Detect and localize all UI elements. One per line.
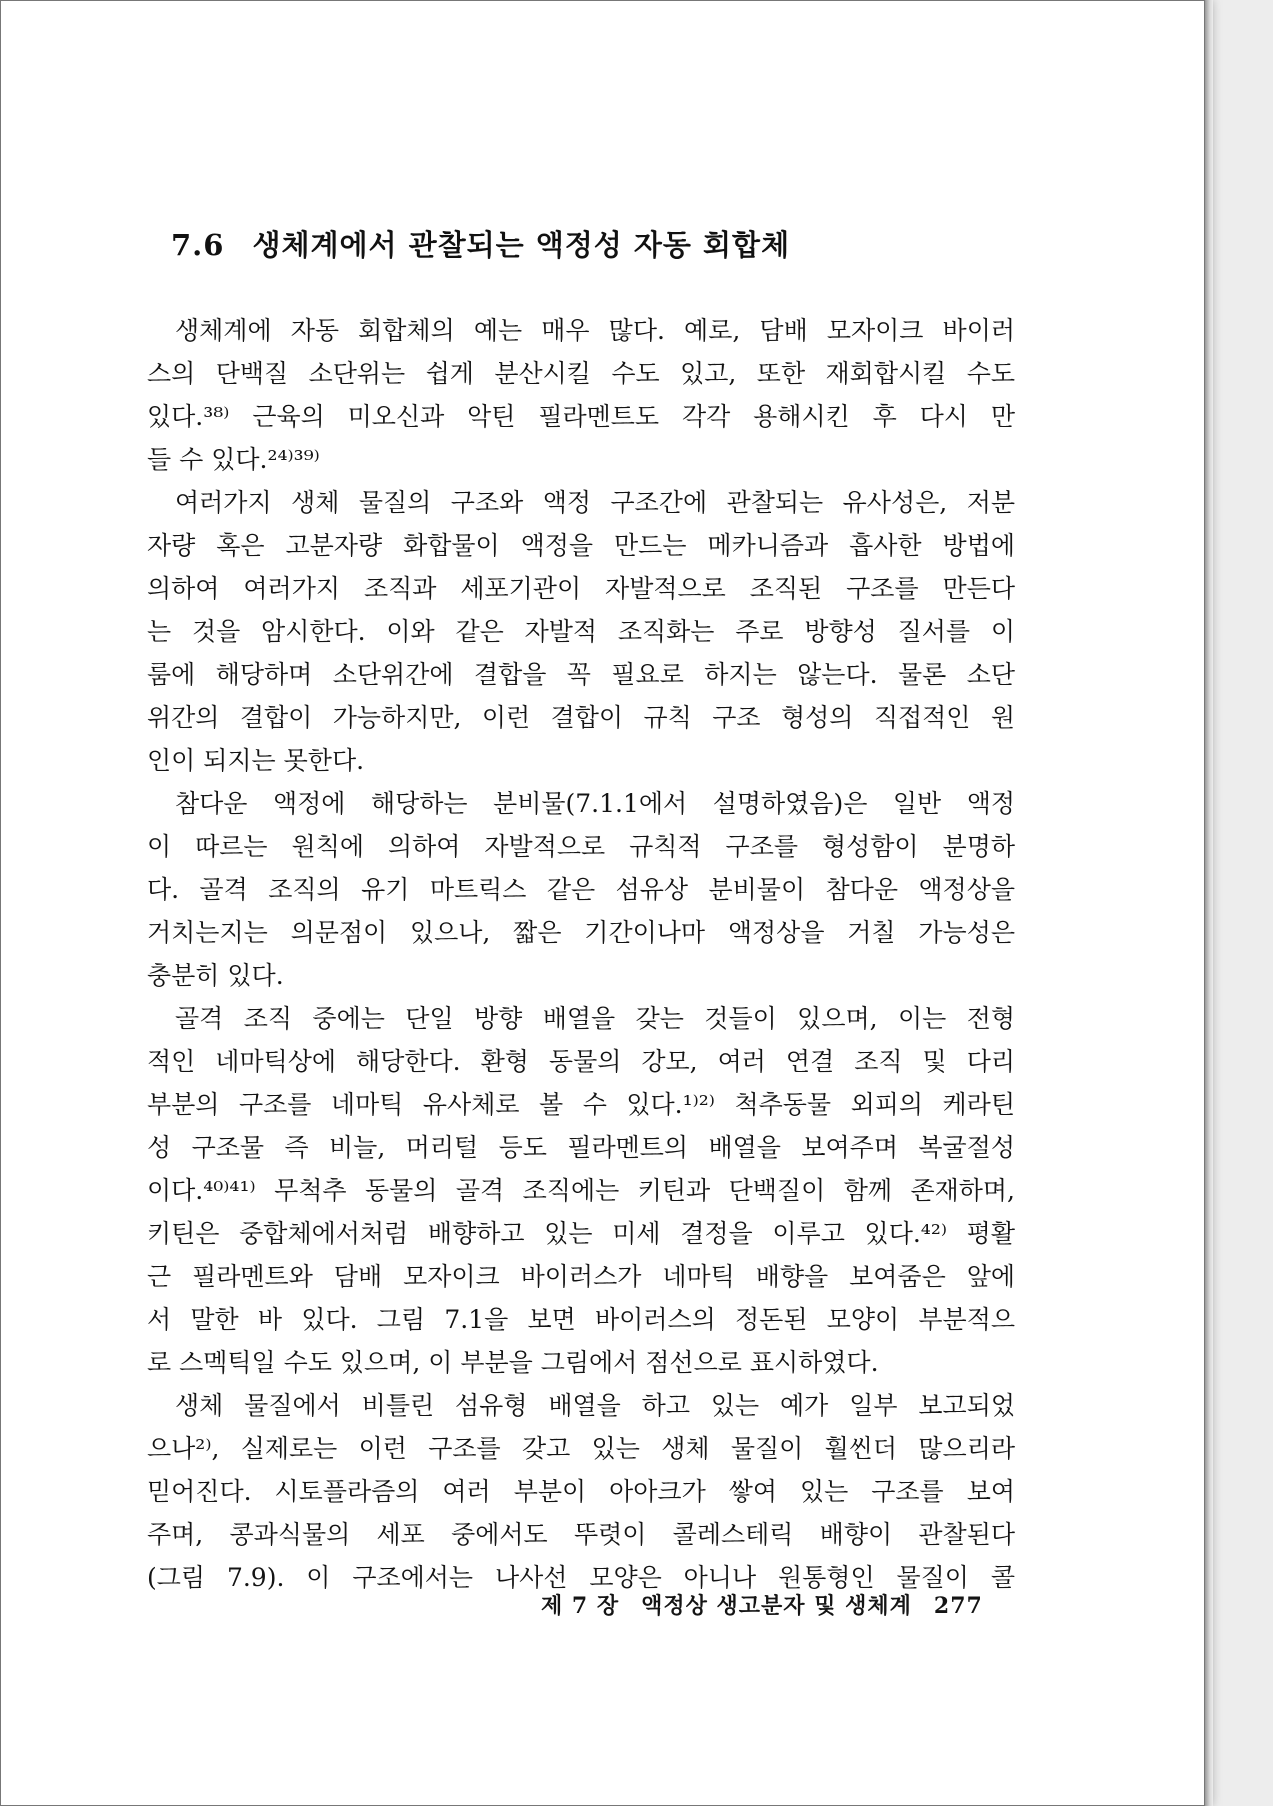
text-line: 있다.³⁸⁾ 근육의 미오신과 악틴 필라멘트도 각각 용해시킨 후 다시 만 [147, 402, 1015, 431]
section-heading [171, 223, 790, 264]
section-number: 7.6 [171, 228, 225, 262]
text-line: 서 말한 바 있다. 그림 7.1을 보면 바이러스의 정돈된 모양이 부분적으 [147, 1305, 1015, 1334]
text-line: 근 필라멘트와 담배 모자이크 바이러스가 네마틱 배향을 보여줌은 앞에 [147, 1262, 1015, 1291]
text-line: 키틴은 중합체에서처럼 배향하고 있는 미세 결정을 이루고 있다.⁴²⁾ 평활 [147, 1219, 1015, 1248]
chapter-label: 제 7 장 [541, 1593, 620, 1619]
text-line: 들 수 있다.²⁴⁾³⁹⁾ [147, 445, 320, 474]
text-line: 적인 네마틱상에 해당한다. 환형 동물의 강모, 여러 연결 조직 및 다리 [147, 1047, 1015, 1076]
text-line: 다. 골격 조직의 유기 마트릭스 같은 섬유상 분비물이 참다운 액정상을 [147, 875, 1015, 904]
text-line: 이다.⁴⁰⁾⁴¹⁾ 무척추 동물의 골격 조직에는 키틴과 단백질이 함께 존재하며, [147, 1176, 1015, 1205]
body-text [147, 309, 1015, 1599]
text-line: 자량 혹은 고분자량 화합물이 액정을 만드는 메카니즘과 흡사한 방법에 [147, 531, 1015, 560]
text-line: 생체계에 자동 회합체의 예는 매우 많다. 예로, 담배 모자이크 바이러 [175, 316, 1015, 345]
text-line: 골격 조직 중에는 단일 방향 배열을 갖는 것들이 있으며, 이는 전형 [175, 1004, 1015, 1033]
page-number: 277 [933, 1593, 983, 1619]
text-line: 충분히 있다. [147, 961, 284, 990]
text-line: 믿어진다. 시토플라즘의 여러 부분이 아아크가 쌓여 있는 구조를 보여 [147, 1477, 1015, 1506]
text-line: 참다운 액정에 해당하는 분비물(7.1.1에서 설명하였음)은 일반 액정 [175, 789, 1015, 818]
section-title: 생체계에서 관찰되는 액정성 자동 회합체 [252, 228, 791, 262]
text-line: 위간의 결합이 가능하지만, 이런 결합이 규칙 구조 형성의 직접적인 원 [147, 703, 1015, 732]
text-line: 의하여 여러가지 조직과 세포기관이 자발적으로 조직된 구조를 만든다 [147, 574, 1015, 603]
text-line: 인이 되지는 못한다. [147, 746, 365, 775]
text-line: 주며, 콩과식물의 세포 중에서도 뚜렷이 콜레스테릭 배향이 관찰된다 [147, 1520, 1015, 1549]
text-line: 여러가지 생체 물질의 구조와 액정 구조간에 관찰되는 유사성은, 저분 [175, 488, 1015, 517]
text-line: 생체 물질에서 비틀린 섬유형 배열을 하고 있는 예가 일부 보고되었 [175, 1391, 1015, 1420]
text-line: 이 따르는 원칙에 의하여 자발적으로 규칙적 구조를 형성함이 분명하 [147, 832, 1015, 861]
page-footer [541, 1589, 983, 1620]
text-line: 는 것을 암시한다. 이와 같은 자발적 조직화는 주로 방향성 질서를 이 [147, 617, 1015, 646]
text-line: 성 구조물 즉 비늘, 머리털 등도 필라멘트의 배열을 보여주며 복굴절성 [147, 1133, 1015, 1162]
text-line: (그림 7.9). 이 구조에서는 나사선 모양은 아니나 원통형인 물질이 콜 [147, 1563, 1015, 1592]
text-line: 으나²⁾, 실제로는 이런 구조를 갖고 있는 생체 물질이 훨씬더 많으리라 [147, 1434, 1015, 1463]
text-line: 스의 단백질 소단위는 쉽게 분산시킬 수도 있고, 또한 재회합시킬 수도 [147, 359, 1015, 388]
text-line: 룸에 해당하며 소단위간에 결합을 꼭 필요로 하지는 않는다. 물론 소단 [147, 660, 1015, 689]
chapter-title: 액정상 생고분자 및 생체계 [641, 1593, 912, 1619]
text-line: 거치는지는 의문점이 있으나, 짧은 기간이나마 액정상을 거칠 가능성은 [147, 918, 1015, 947]
text-line: 로 스멕틱일 수도 있으며, 이 부분을 그림에서 점선으로 표시하였다. [147, 1348, 879, 1377]
text-line: 부분의 구조를 네마틱 유사체로 볼 수 있다.¹⁾²⁾ 척추동물 외피의 케라틴 [147, 1090, 1015, 1119]
page-edge-shadow [1205, 0, 1213, 1806]
